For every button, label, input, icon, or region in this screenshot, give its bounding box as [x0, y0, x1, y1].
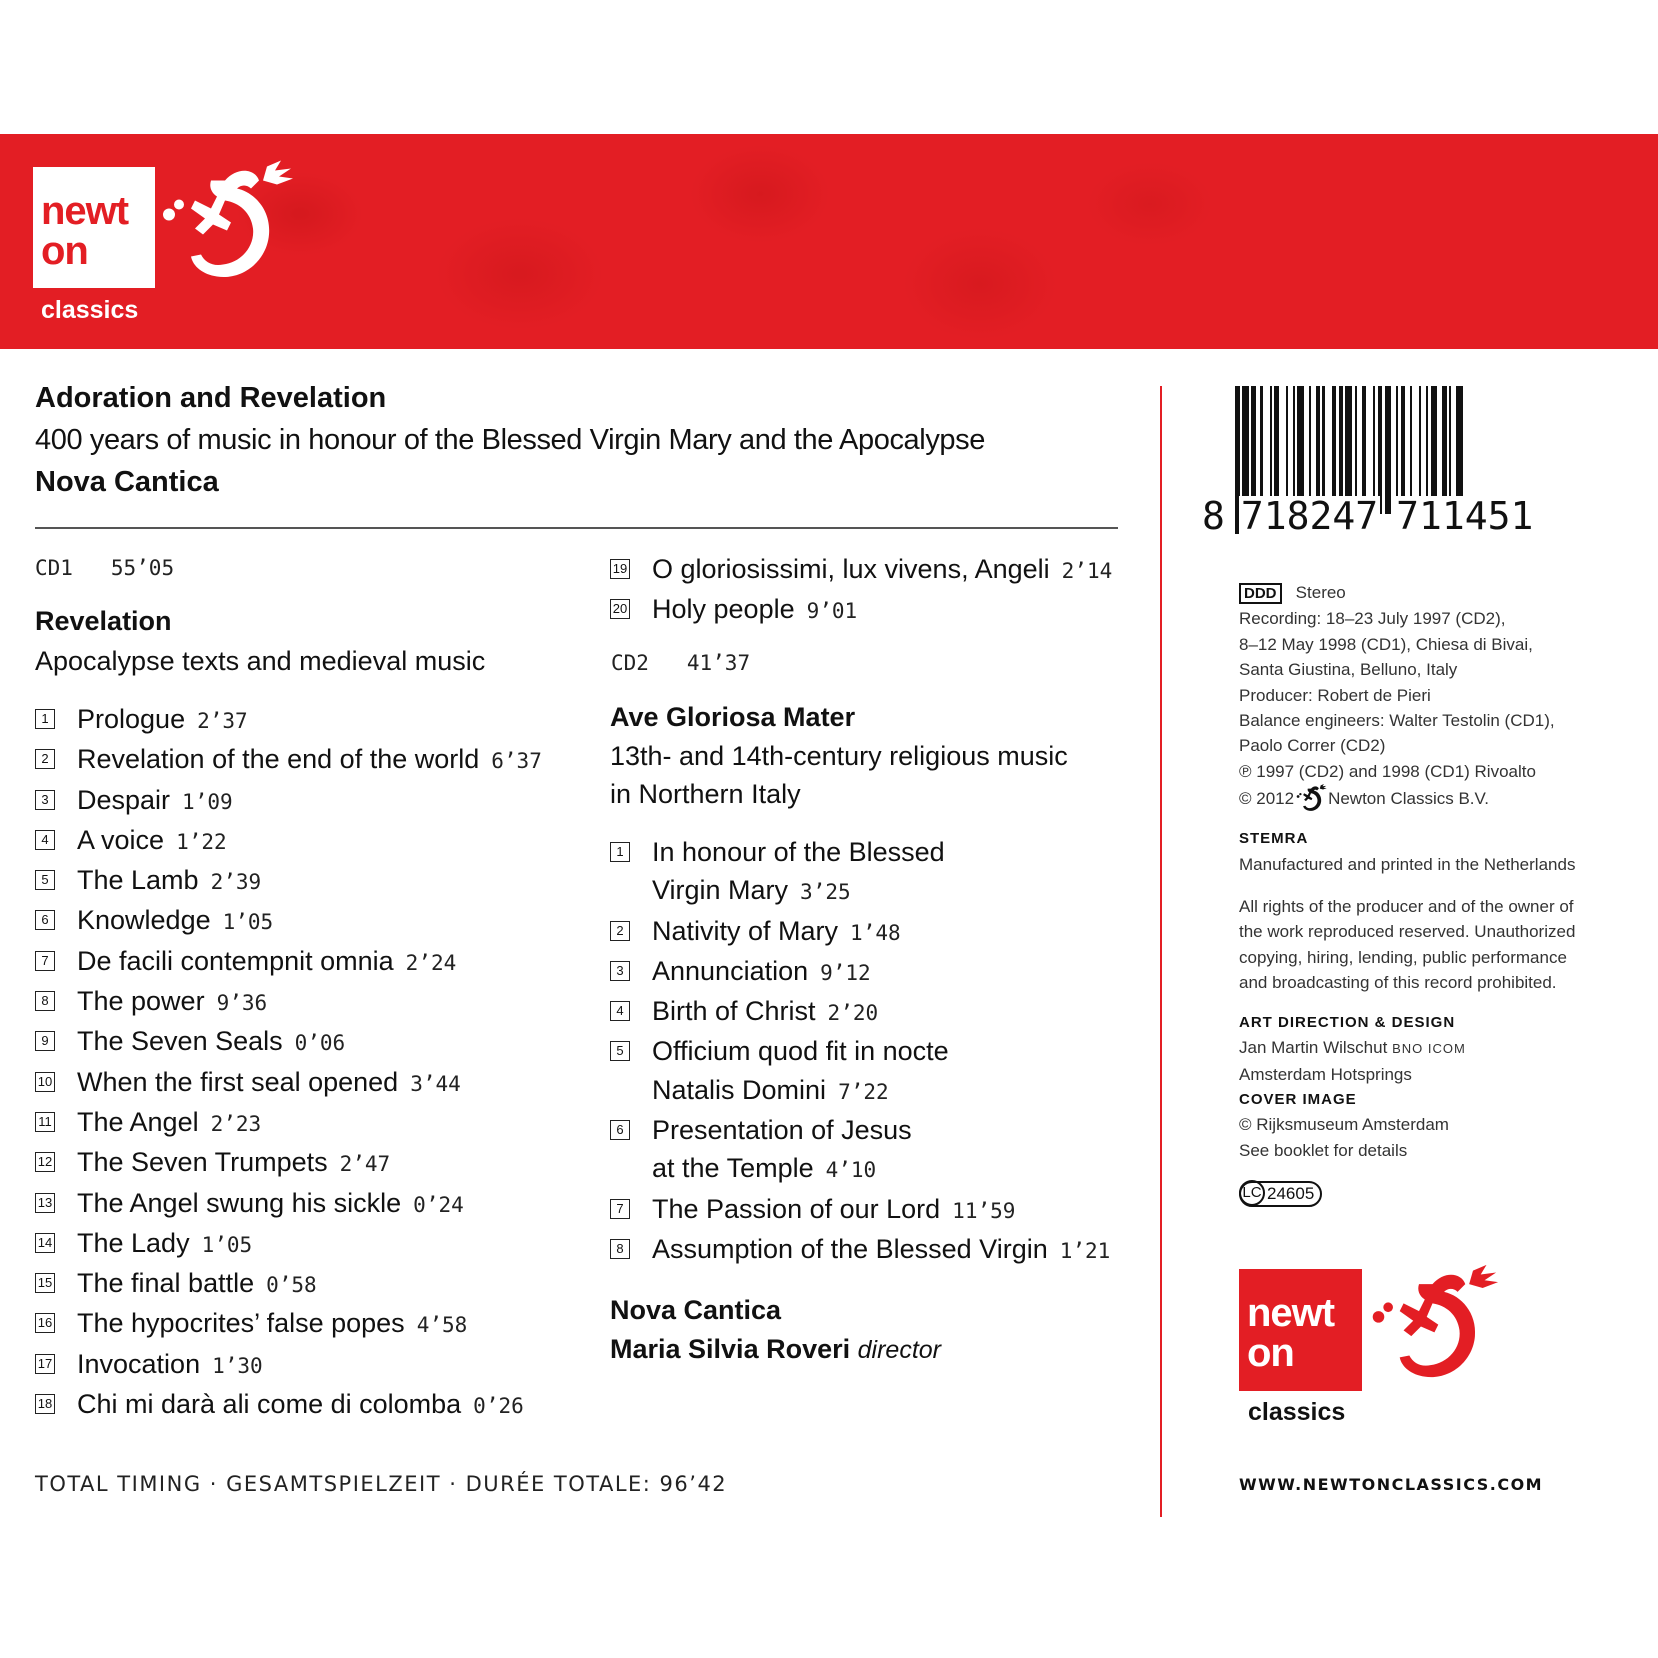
album-artist: Nova Cantica: [35, 466, 219, 498]
logo-text: on: [41, 229, 88, 273]
logo-text: newt: [41, 189, 129, 233]
track-title-row: [652, 992, 878, 1032]
track-title: Nativity of Mary: [652, 915, 839, 946]
barcode-bar: [1378, 386, 1383, 514]
track-title-row: [652, 912, 901, 952]
track-item: [35, 1184, 542, 1224]
info-line: Producer: Robert de Pieri: [1239, 685, 1431, 705]
track-item: [35, 1022, 542, 1062]
track-title: Despair: [77, 784, 171, 815]
track-duration: 1’05: [222, 910, 274, 935]
cover-credit: © Rijksmuseum Amsterdam: [1239, 1115, 1449, 1135]
track-text: [77, 700, 248, 740]
track-title: The Seven Trumpets: [77, 1147, 328, 1178]
track-title: Invocation: [77, 1348, 201, 1379]
track-number: 2: [610, 921, 630, 941]
track-item: [35, 942, 542, 982]
track-duration: 4’10: [825, 1158, 877, 1183]
stereo-label: Stereo: [1295, 583, 1346, 602]
cover-image-heading: COVER IMAGE: [1239, 1090, 1357, 1108]
track-item: [35, 700, 542, 740]
track-title-row: [77, 1304, 467, 1344]
total-timing: TOTAL TIMING · GESAMTSPIELZEIT · DURÉE TOTALE: 96’42: [35, 1472, 728, 1496]
info-line: 8–12 May 1998 (CD1), Chiesa di Bivai,: [1239, 634, 1533, 654]
track-title: Chi mi darà ali come di colomba: [77, 1389, 462, 1420]
track-item: [35, 1264, 542, 1304]
track-title: Prologue: [77, 704, 186, 734]
track-item: [610, 1230, 1110, 1270]
designer: Jan Martin Wilschut BNO ICOM: [1239, 1038, 1466, 1058]
track-duration: 2’20: [827, 1001, 879, 1026]
track-title-row: [77, 700, 248, 740]
track-title: Holy people: [652, 594, 795, 625]
track-duration: 1’09: [182, 789, 233, 814]
track-title-row: [652, 1071, 949, 1111]
track-text: [77, 861, 261, 901]
track-number: 16: [35, 1313, 55, 1333]
track-title: Annunciation: [652, 955, 809, 986]
newt-icon: [1294, 784, 1328, 814]
track-title: O gloriosissimi, lux vivens, Angeli: [652, 554, 1050, 584]
track-item: [35, 1224, 542, 1264]
barcode-digits: 718247: [1240, 494, 1379, 538]
track-duration: 7’22: [838, 1079, 889, 1104]
cover-note: See booklet for details: [1239, 1140, 1408, 1160]
info-line: ℗ 1997 (CD2) and 1998 (CD1) Rivoalto: [1239, 761, 1536, 781]
track-duration: 2’24: [405, 950, 457, 975]
track-number: 20: [610, 599, 630, 619]
cd1-title: Revelation: [35, 606, 172, 636]
track-number: 7: [610, 1199, 630, 1219]
track-item: [610, 1111, 1110, 1190]
track-number: 13: [35, 1193, 55, 1213]
track-title: The Lamb: [77, 865, 199, 896]
track-title-row: [77, 1345, 263, 1385]
track-text: [652, 912, 901, 952]
album-title: Adoration and Revelation: [35, 382, 387, 414]
track-text: [77, 1224, 252, 1264]
track-number: 4: [610, 1001, 630, 1021]
track-number: 6: [35, 910, 55, 930]
track-text: [77, 1022, 345, 1062]
track-title: De facili contempnit omnia: [77, 945, 394, 976]
track-text: [77, 1304, 467, 1344]
track-text: [77, 1385, 524, 1425]
track-title: The Seven Seals: [77, 1026, 283, 1057]
track-duration: 2’47: [339, 1152, 391, 1177]
track-duration: 1’48: [850, 920, 901, 945]
track-duration: 4’58: [416, 1313, 468, 1338]
track-title-row: [652, 590, 857, 630]
track-item: [610, 952, 1110, 992]
track-number: 18: [35, 1394, 55, 1414]
track-duration: 1’22: [176, 829, 227, 854]
newt-icon: [155, 158, 295, 293]
track-title: at the Temple: [652, 1153, 814, 1184]
track-duration: 1’05: [201, 1232, 253, 1257]
track-text: [77, 1184, 464, 1224]
track-duration: 0’26: [473, 1394, 524, 1419]
track-item: [35, 1063, 542, 1103]
track-duration: 2’14: [1061, 559, 1113, 583]
track-text: [77, 821, 227, 861]
track-title-line1: In honour of the Blessed: [652, 837, 945, 867]
art-direction-heading: ART DIRECTION & DESIGN: [1239, 1013, 1456, 1031]
track-text: [77, 1264, 317, 1304]
track-text: [77, 1143, 390, 1183]
copyright-line: © 2012 Newton Classics B.V.: [1239, 784, 1649, 814]
track-number: 1: [35, 709, 55, 729]
track-title: The final battle: [77, 1268, 255, 1299]
track-number: 14: [35, 1233, 55, 1253]
track-duration: 0’58: [266, 1273, 317, 1298]
label-code: LC 24605: [1239, 1181, 1322, 1207]
cd2-header: CD2 41’37: [611, 651, 751, 675]
info-line: Paolo Correr (CD2): [1239, 736, 1386, 756]
track-number: 17: [35, 1354, 55, 1374]
track-number: 19: [610, 559, 630, 579]
track-duration: 0’24: [413, 1192, 464, 1217]
ensemble-name: Nova Cantica: [610, 1295, 782, 1325]
track-number: 11: [35, 1112, 55, 1132]
track-title: A voice: [77, 824, 165, 855]
website-link[interactable]: WWW.NEWTONCLASSICS.COM: [1239, 1475, 1544, 1494]
track-number: 6: [610, 1120, 630, 1140]
manufacture-note: Manufactured and printed in the Netherlands: [1239, 854, 1576, 874]
stemra-label: STEMRA: [1239, 830, 1309, 848]
cd1-subtitle: Apocalypse texts and medieval music: [35, 646, 486, 676]
track-item: [610, 833, 1110, 912]
cd2-subtitle: in Northern Italy: [610, 779, 801, 809]
track-item: [35, 781, 542, 821]
track-title: The Lady: [77, 1227, 190, 1258]
track-title-row: [77, 901, 273, 941]
track-title-row: [77, 1184, 464, 1224]
album-subtitle: 400 years of music in honour of the Blessed Virgin Mary and the Apocalypse: [35, 424, 985, 456]
track-title-row: [652, 1149, 912, 1189]
credits-info: [1239, 580, 1649, 1207]
track-duration: 9’36: [216, 991, 268, 1016]
track-title-row: [652, 871, 945, 911]
track-title-line1: Presentation of Jesus: [652, 1115, 912, 1146]
newt-icon: [1365, 1260, 1500, 1395]
track-text: [652, 590, 857, 630]
director-credit: Maria Silvia Roveri director: [610, 1334, 942, 1364]
track-item: [610, 590, 1112, 630]
track-title-row: [77, 982, 267, 1022]
track-title-row: [77, 861, 261, 901]
track-title: The Angel: [77, 1106, 199, 1137]
track-title: The Passion of our Lord: [652, 1193, 941, 1224]
track-text: [652, 1032, 949, 1111]
track-duration: 1’21: [1059, 1238, 1111, 1263]
track-duration: 6’37: [491, 749, 542, 774]
track-text: [77, 1103, 261, 1143]
track-item: [35, 1103, 542, 1143]
track-number: 10: [35, 1072, 55, 1092]
track-number: 3: [610, 961, 630, 981]
track-title-row: [652, 1230, 1110, 1270]
track-title: Knowledge: [77, 905, 211, 936]
barcode: [1202, 386, 1580, 538]
barcode-bar: [1385, 386, 1392, 514]
track-title-row: [77, 740, 542, 780]
track-item: [35, 1304, 542, 1344]
track-text: [77, 781, 233, 821]
track-number: 4: [35, 830, 55, 850]
track-number: 7: [35, 951, 55, 971]
track-item: [610, 992, 1110, 1032]
track-title: The Angel swung his sickle: [77, 1187, 402, 1218]
barcode-digit: 8: [1202, 494, 1225, 538]
track-title-row: [652, 1190, 1015, 1230]
track-number: 8: [610, 1239, 630, 1259]
track-duration: 0’06: [294, 1031, 346, 1056]
track-item: [35, 861, 542, 901]
track-number: 9: [35, 1031, 55, 1051]
logo-text: on: [1247, 1331, 1294, 1375]
track-item: [610, 912, 1110, 952]
track-number: 12: [35, 1152, 55, 1172]
track-number: 3: [35, 790, 55, 810]
info-line: Santa Giustina, Belluno, Italy: [1239, 660, 1458, 680]
divider: [35, 527, 1118, 529]
track-title: The power: [77, 986, 205, 1017]
track-text: [77, 901, 273, 941]
track-duration: 2’37: [197, 709, 248, 733]
rights-line: and broadcasting of this record prohibited.: [1239, 973, 1557, 993]
track-title-row: [77, 942, 456, 982]
track-text: [652, 992, 878, 1032]
track-duration: 3’44: [410, 1071, 461, 1096]
track-title: Birth of Christ: [652, 996, 816, 1027]
cd1-track-list: [35, 700, 542, 1425]
track-item: [35, 982, 542, 1022]
logo-classics: classics: [41, 296, 139, 324]
logo-text: newt: [1247, 1291, 1335, 1335]
track-duration: 11’59: [952, 1198, 1016, 1223]
track-item: [35, 1143, 542, 1183]
track-text: [652, 1111, 912, 1190]
track-duration: 3’25: [800, 880, 851, 905]
ddd-badge: DDD: [1239, 583, 1282, 604]
track-title: Revelation of the end of the world: [77, 744, 480, 775]
track-title-row: [77, 781, 233, 821]
track-text: [652, 952, 871, 992]
info-line: Recording: 18–23 July 1997 (CD2),: [1239, 609, 1506, 629]
logo-classics: classics: [1248, 1398, 1346, 1426]
track-text: [652, 833, 945, 912]
track-duration: 9’12: [820, 960, 871, 985]
track-text: [77, 740, 542, 780]
track-item: [35, 821, 542, 861]
track-text: [652, 550, 1112, 590]
track-text: [77, 1345, 263, 1385]
rights-line: All rights of the producer and of the owner of: [1239, 897, 1574, 917]
track-title: Virgin Mary: [652, 875, 789, 906]
track-title-row: [77, 821, 227, 861]
track-item: [35, 740, 542, 780]
track-title: The hypocrites’ false popes: [77, 1308, 405, 1339]
track-text: [77, 942, 456, 982]
cd2-subtitle: 13th- and 14th-century religious music: [610, 741, 1068, 771]
track-duration: 9’01: [806, 599, 858, 624]
track-item: [35, 1385, 542, 1425]
track-number: 5: [610, 1041, 630, 1061]
track-title-line1: Officium quod fit in nocte: [652, 1036, 949, 1067]
track-number: 5: [35, 870, 55, 890]
track-title-row: [77, 1063, 461, 1103]
track-item: [35, 1345, 542, 1385]
design-studio: Amsterdam Hotsprings: [1239, 1064, 1412, 1084]
track-number: 2: [35, 749, 55, 769]
track-title-row: [77, 1103, 261, 1143]
track-duration: 1’30: [212, 1353, 263, 1378]
cd2-title: Ave Gloriosa Mater: [610, 702, 856, 732]
track-title-row: [77, 1224, 252, 1264]
track-title-row: [652, 952, 871, 992]
track-duration: 2’39: [210, 870, 262, 895]
track-title: When the first seal opened: [77, 1066, 399, 1097]
barcode-digits: 711451: [1396, 494, 1534, 538]
track-title: Natalis Domini: [652, 1074, 827, 1105]
track-title-row: [77, 1264, 317, 1304]
track-number: 1: [610, 842, 630, 862]
track-item: [610, 1032, 1110, 1111]
track-item: [35, 901, 542, 941]
track-text: [652, 1230, 1110, 1270]
track-title: Assumption of the Blessed Virgin: [652, 1233, 1048, 1264]
track-number: 8: [35, 991, 55, 1011]
cd1-track-list-continued: [610, 550, 1112, 631]
track-item: [610, 1190, 1110, 1230]
track-title-row: [77, 1385, 524, 1425]
info-line: Balance engineers: Walter Testolin (CD1),: [1239, 711, 1555, 731]
newton-logo: [33, 167, 155, 288]
track-title-row: [652, 550, 1112, 590]
track-number: 15: [35, 1273, 55, 1293]
newton-logo-bottom: [1239, 1269, 1362, 1391]
rights-line: copying, hiring, lending, public performance: [1239, 947, 1567, 967]
track-duration: 2’23: [210, 1111, 262, 1136]
track-text: [77, 982, 267, 1022]
track-item: [610, 550, 1112, 590]
rights-line: the work reproduced reserved. Unauthorized: [1239, 922, 1576, 942]
track-text: [77, 1063, 461, 1103]
track-title-row: [77, 1022, 345, 1062]
track-text: [652, 1190, 1015, 1230]
column-divider: [1160, 386, 1162, 1517]
cd2-track-list: [610, 833, 1110, 1270]
cd1-header: CD1 55’05: [35, 556, 175, 580]
track-title-row: [77, 1143, 390, 1183]
